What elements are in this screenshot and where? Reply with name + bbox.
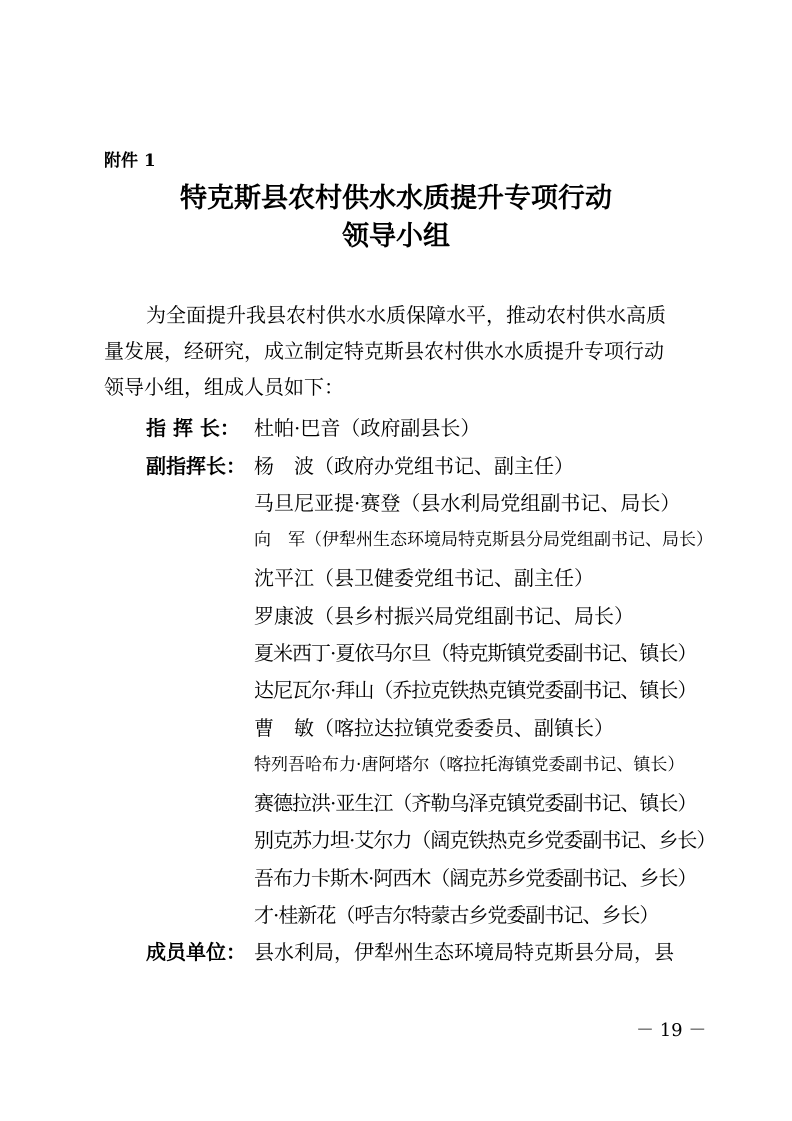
attachment-label: 附件 1 (104, 151, 156, 171)
deputy-member: 达尼瓦尔·拜山（乔拉克铁热克镇党委副书记、镇长） (254, 678, 697, 702)
deputy-member: 沈平江（县卫健委党组书记、副主任） (254, 566, 594, 590)
document-title-line2: 领导小组 (342, 221, 450, 252)
commander-label: 指 挥 长： (146, 416, 240, 440)
deputy-member: 马旦尼亚提·赛登（县水利局党组副书记、局长） (254, 491, 681, 515)
deputy-member: 罗康波（县乡村振兴局党组副书记、局长） (254, 604, 634, 628)
deputy-member: 赛德拉洪·亚生江（齐勒乌泽克镇党委副书记、镇长） (254, 791, 697, 815)
intro-line-2: 量发展，经研究，成立制定特克斯县农村供水水质提升专项行动 (104, 339, 664, 363)
deputy-member: 吾布力卡斯木·阿西木（阔克苏乡党委副书记、乡长） (254, 866, 697, 890)
units-value: 县水利局，伊犁州生态环境局特克斯县分局，县 (254, 940, 674, 964)
deputy-member: 别克苏力坦·艾尔力（阔克铁热克乡党委副书记、乡长） (254, 828, 716, 852)
page-number: － 19 － (636, 1020, 707, 1041)
deputy-label: 副指挥长： (146, 454, 246, 478)
commander-value: 杜帕·巴音（政府副县长） (254, 416, 481, 440)
intro-paragraph (104, 297, 694, 405)
deputy-member: 曹 敏（喀拉达拉镇党委委员、副镇长） (254, 716, 614, 740)
intro-line-1: 为全面提升我县农村供水水质保障水平，推动农村供水高质 (146, 303, 666, 327)
deputy-member: 向 军（伊犁州生态环境局特克斯县分局党组副书记、局长） (254, 530, 713, 550)
deputy-member: 才·桂新花（呼吉尔特蒙古乡党委副书记、乡长） (254, 903, 659, 927)
deputy-member: 特列吾哈布力·唐阿塔尔（喀拉托海镇党委副书记、镇长） (254, 755, 685, 775)
deputy-member: 杨 波（政府办党组书记、副主任） (254, 454, 574, 478)
deputy-member: 夏米西丁·夏依马尔旦（特克斯镇党委副书记、镇长） (254, 641, 697, 665)
intro-line-3: 领导小组，组成人员如下： (104, 375, 344, 399)
document-title-line1: 特克斯县农村供水水质提升专项行动 (180, 183, 612, 214)
units-label: 成员单位： (146, 940, 246, 964)
